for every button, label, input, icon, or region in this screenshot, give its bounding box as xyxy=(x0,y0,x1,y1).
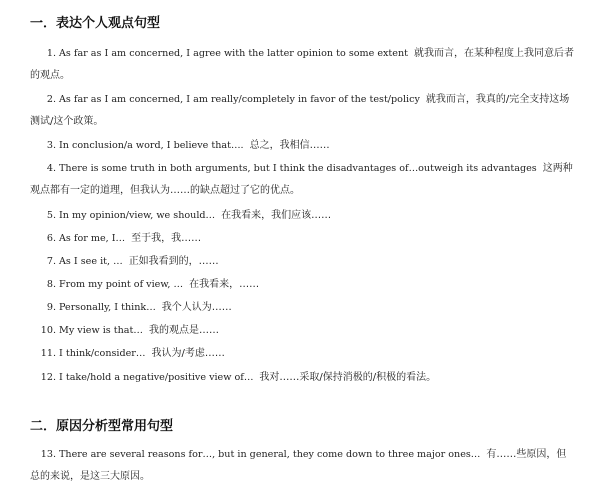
item-chinese: 总之，我相信…… xyxy=(249,140,330,151)
item-chinese: 至于我，我…… xyxy=(131,233,202,244)
item-english: There are several reasons for…, but in general, they come down to three major ones… xyxy=(59,449,481,460)
item-english: In my opinion/view, we should… xyxy=(59,210,216,221)
list-item xyxy=(30,367,575,389)
list-item xyxy=(30,320,575,342)
item-number: 7. xyxy=(46,256,56,267)
item-english: My view is that… xyxy=(59,325,143,336)
item-chinese: 就我而言，我真的/完全支持这场测试/这个政策。 xyxy=(30,94,570,127)
list-item xyxy=(30,297,575,319)
item-english: I think/consider… xyxy=(59,348,146,359)
list-item xyxy=(30,135,575,157)
list-item xyxy=(30,205,575,227)
item-number: 5. xyxy=(46,210,56,221)
item-chinese: 我认为/考虑…… xyxy=(151,348,225,359)
item-number: 3. xyxy=(46,140,56,151)
item-number: 4. xyxy=(46,163,56,174)
list-item xyxy=(30,89,575,133)
item-english: As for me, I… xyxy=(59,233,126,244)
item-chinese: 在我看来，我们应该…… xyxy=(221,210,332,221)
item-english: As far as I am concerned, I am really/completely in favor of the test/policy xyxy=(59,94,420,105)
item-english: In conclusion/a word, I believe that…. xyxy=(59,140,244,151)
item-chinese: 有……些原因，但总的来说，是这三大原因。 xyxy=(30,449,567,482)
list-item xyxy=(30,251,575,273)
section-heading-reasons: 二．原因分析型常用句型 xyxy=(30,419,174,434)
item-number: 12. xyxy=(40,372,56,383)
list-item xyxy=(30,274,575,296)
item-english: From my point of view, … xyxy=(59,279,184,290)
item-number: 13. xyxy=(40,449,56,460)
item-chinese: 正如我看到的，…… xyxy=(128,256,219,267)
list-item xyxy=(30,343,575,365)
list-item xyxy=(30,43,575,87)
item-chinese: 在我看来，…… xyxy=(189,279,260,290)
item-number: 11. xyxy=(40,348,56,359)
item-number: 1. xyxy=(46,48,56,59)
item-number: 8. xyxy=(46,279,56,290)
item-chinese: 我的观点是…… xyxy=(148,325,219,336)
item-chinese: 我个人认为…… xyxy=(161,302,232,313)
list-item xyxy=(30,444,575,488)
item-english: There is some truth in both arguments, but I think the disadvantages of…outweigh its advantages xyxy=(59,163,537,174)
item-number: 2. xyxy=(46,94,56,105)
item-number: 10. xyxy=(40,325,56,336)
item-number: 9. xyxy=(46,302,56,313)
list-item xyxy=(30,158,575,202)
item-english: As I see it, … xyxy=(59,256,123,267)
item-number: 6. xyxy=(46,233,56,244)
item-chinese: 我对……采取/保持消极的/积极的看法。 xyxy=(259,372,437,383)
item-chinese: 就我而言，在某种程度上我同意后者的观点。 xyxy=(30,48,574,81)
item-chinese: 这两种观点都有一定的道理，但我认为……的缺点超过了它的优点。 xyxy=(30,163,573,196)
section-heading-opinion: 一．表达个人观点句型 xyxy=(30,16,161,31)
item-english: As far as I am concerned, I agree with the latter opinion to some extent xyxy=(59,48,408,59)
item-english: Personally, I think… xyxy=(59,302,156,313)
item-english: I take/hold a negative/positive view of… xyxy=(59,372,254,383)
list-item xyxy=(30,228,575,250)
